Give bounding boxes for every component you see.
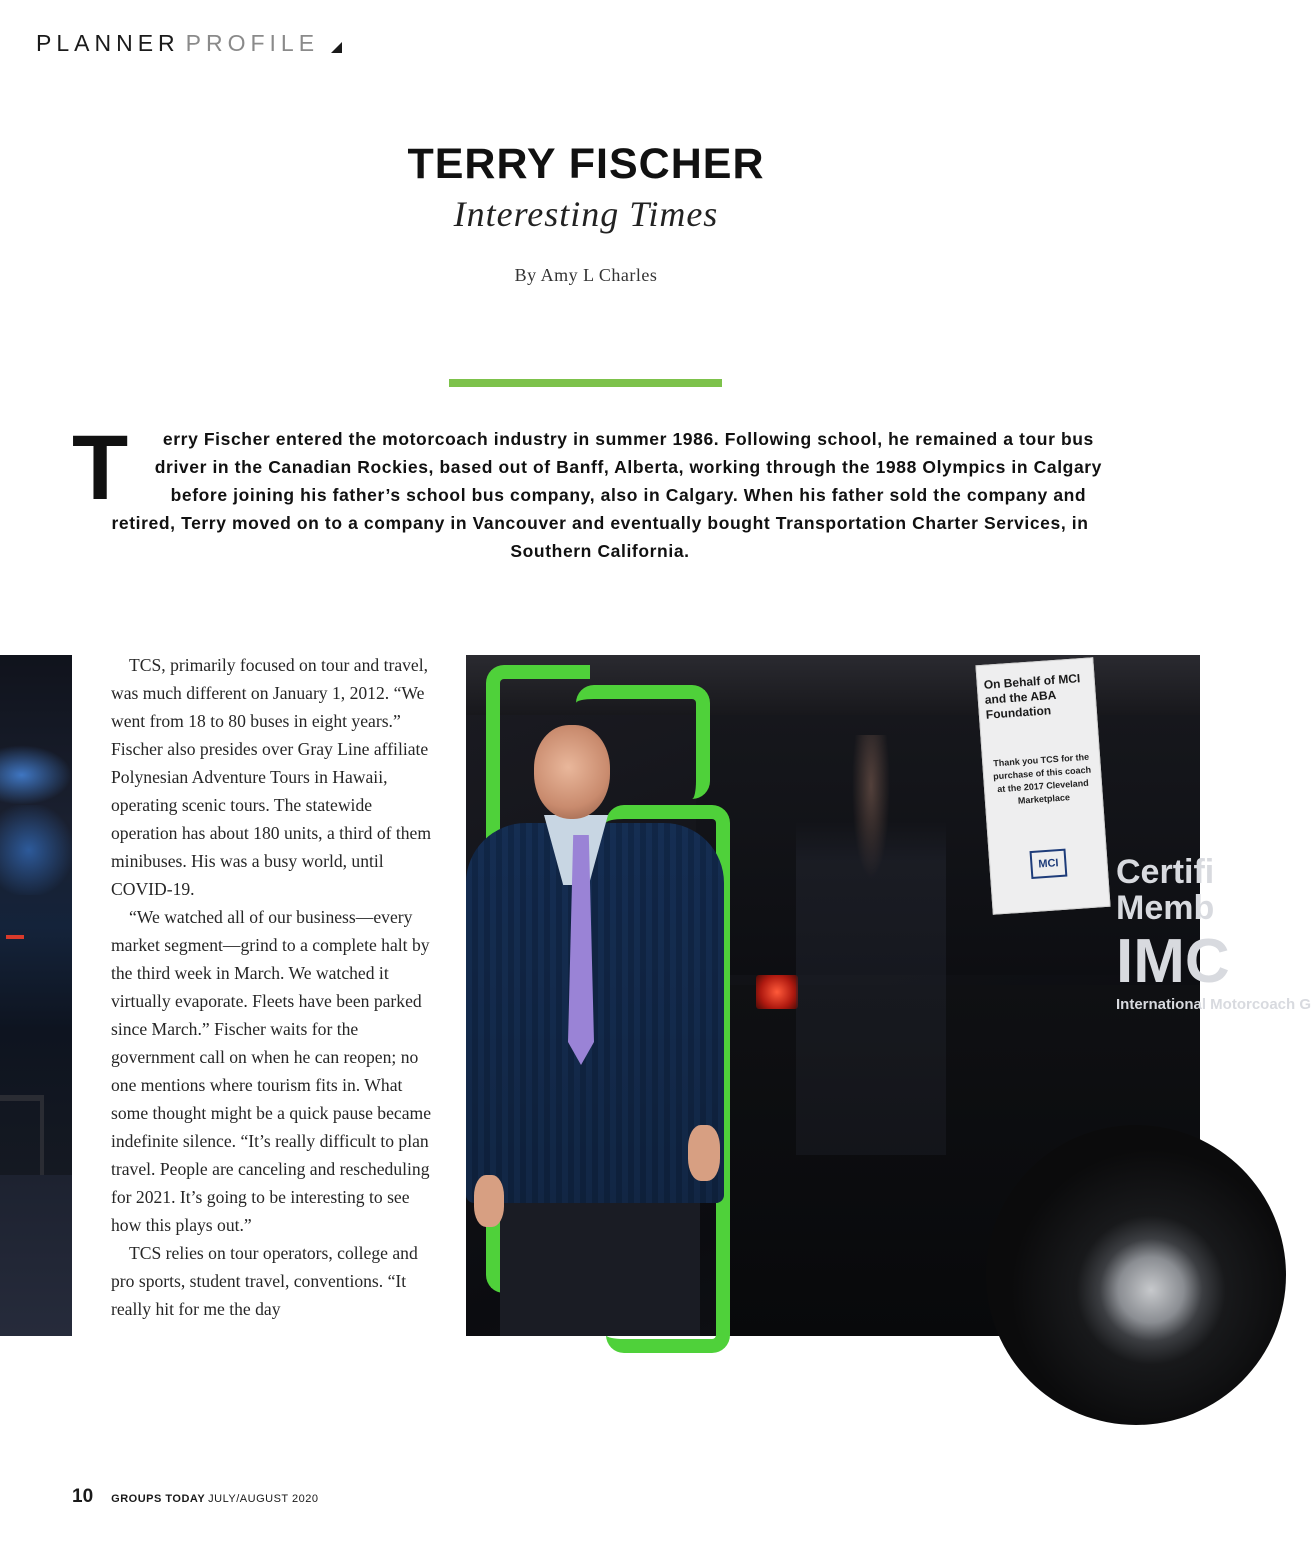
left-photo-crop xyxy=(0,655,72,1336)
page-footer xyxy=(72,1486,318,1508)
tail-light xyxy=(756,975,798,1009)
article-subtitle: Interesting Times xyxy=(453,194,719,234)
body-column xyxy=(111,651,436,1323)
bus-lettering-line-2: Memb xyxy=(1116,889,1215,927)
page-number: 10 xyxy=(72,1486,94,1507)
drop-cap: T xyxy=(72,417,129,519)
bus-wheel xyxy=(986,1125,1286,1425)
reflection xyxy=(796,735,946,1155)
person-hand xyxy=(474,1175,504,1227)
portrait-photo xyxy=(466,655,1311,1336)
bus-lettering-line-4: International Motorcoach G xyxy=(1116,996,1311,1013)
intro-paragraph xyxy=(72,417,1120,565)
bus-lettering-logo: IMC xyxy=(1116,927,1230,996)
person-trousers xyxy=(500,1195,700,1336)
section-label-word-2: PROFILE xyxy=(185,30,320,56)
green-divider xyxy=(449,379,722,387)
article-byline: By Amy L Charles xyxy=(514,265,658,285)
issue-date: JULY/AUGUST 2020 xyxy=(208,1493,319,1505)
bus-lettering xyxy=(1116,853,1311,1013)
magazine-name: GROUPS TODAY xyxy=(111,1493,206,1505)
body-paragraph: TCS relies on tour operators, college and pro sports, student travel, conventions. “It really hit for me the day xyxy=(111,1243,418,1319)
sign-heading: On Behalf of MCI and the ABA Foundation xyxy=(983,671,1081,722)
section-label-word-1: PLANNER xyxy=(36,30,180,56)
body-paragraph: “We watched all of our business—every market segment—grind to a complete halt by the third week in March. We watched it virtually evaporate. Fleets have been parked since March.” Fischer waits for the government call on when he can reopen; no one mentions where tourism fits in. What some thought might be a quick pause became indefinite silence. “It’s really difficult to plan travel. People are canceling and rescheduling for 2021. It’s going to be interesting to see how this plays out.” xyxy=(111,907,432,1235)
bus-lettering-line-1: Certifi xyxy=(1116,853,1215,891)
mci-logo: MCI xyxy=(1030,849,1068,879)
corner-triangle-icon xyxy=(331,42,342,53)
person-jacket xyxy=(466,823,724,1203)
intro-text: erry Fischer entered the motorcoach industry in summer 1986. Following school, he remained a tour bus driver in the Canadian Rockies, based out of Banff, Alberta, working through the 1988 Olympics in Calgary before joining his father’s school bus company, also in Calgary. When his father sold the company and retired, Terry moved on to a company in Vancouver and eventually bought Transportation Charter Services, in Southern California. xyxy=(111,429,1103,561)
sign-body: Thank you TCS for the purchase of this coach at the 2017 Cleveland Marketplace xyxy=(992,751,1092,806)
body-paragraph: TCS, primarily focused on tour and travel, was much different on January 1, 2012. “We went from 18 to 80 buses in eight years.” Fischer also presides over Gray Line affiliate Polynesian Adventure Tours in Hawaii, operating scenic tours. The statewide operation has about 180 units, a third of them minibuses. His was a busy world, until COVID-19. xyxy=(111,655,432,899)
person-face xyxy=(534,725,610,819)
article-title: TERRY FISCHER xyxy=(407,140,765,188)
section-label xyxy=(36,30,342,56)
window-sign xyxy=(975,657,1110,915)
person-hand xyxy=(688,1125,720,1181)
